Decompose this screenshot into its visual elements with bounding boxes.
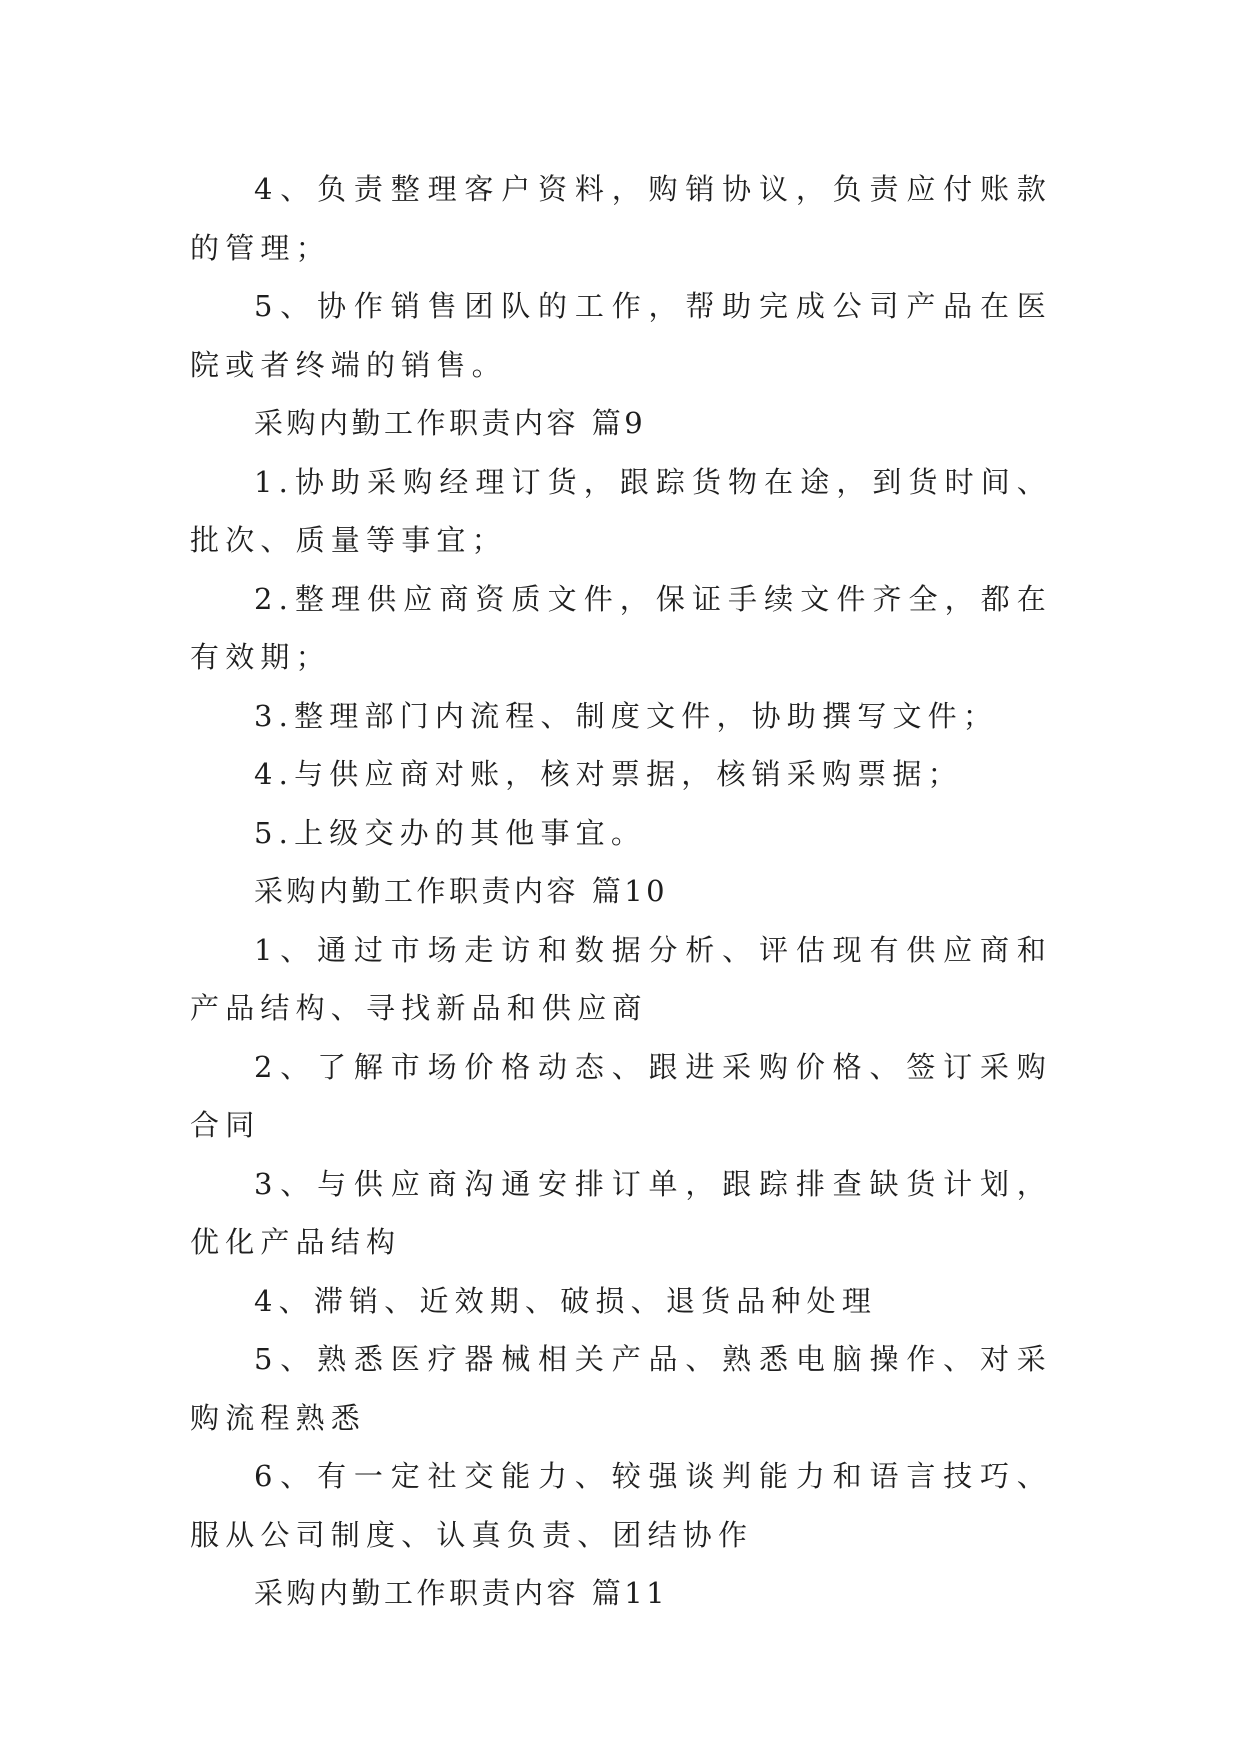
list-item: 3、与供应商沟通安排订单，跟踪排查缺货计划，优化产品结构: [190, 1166, 1052, 1259]
list-item: 5、协作销售团队的工作，帮助完成公司产品在医院或者终端的销售。: [190, 289, 1052, 382]
document-body: [190, 160, 1052, 1623]
list-item: 1、通过市场走访和数据分析、评估现有供应商和产品结构、寻找新品和供应商: [190, 932, 1052, 1025]
section-heading: 采购内勤工作职责内容 篇10: [254, 874, 669, 908]
list-item: 2、了解市场价格动态、跟进采购价格、签订采购合同: [190, 1049, 1052, 1142]
section-heading: 采购内勤工作职责内容 篇11: [254, 1576, 669, 1610]
list-item: 3.整理部门内流程、制度文件，协助撰写文件；: [254, 698, 999, 733]
list-item: 2.整理供应商资质文件，保证手续文件齐全，都在有效期；: [190, 581, 1052, 674]
list-item: 6、有一定社交能力、较强谈判能力和语言技巧、服从公司制度、认真负责、团结协作: [190, 1459, 1052, 1552]
list-item: 4、滞销、近效期、破损、退货品种处理: [254, 1283, 878, 1318]
section-heading: 采购内勤工作职责内容 篇9: [254, 406, 647, 440]
list-item: 4.与供应商对账，核对票据，核销采购票据；: [254, 757, 963, 791]
list-item: 4、负责整理客户资料，购销协议，负责应付账款的管理；: [190, 172, 1052, 265]
list-item: 5.上级交办的其他事宜。: [254, 815, 647, 850]
list-item: 1.协助采购经理订货，跟踪货物在途，到货时间、批次、质量等事宜；: [190, 464, 1052, 557]
list-item: 5、熟悉医疗器械相关产品、熟悉电脑操作、对采购流程熟悉: [190, 1342, 1052, 1435]
